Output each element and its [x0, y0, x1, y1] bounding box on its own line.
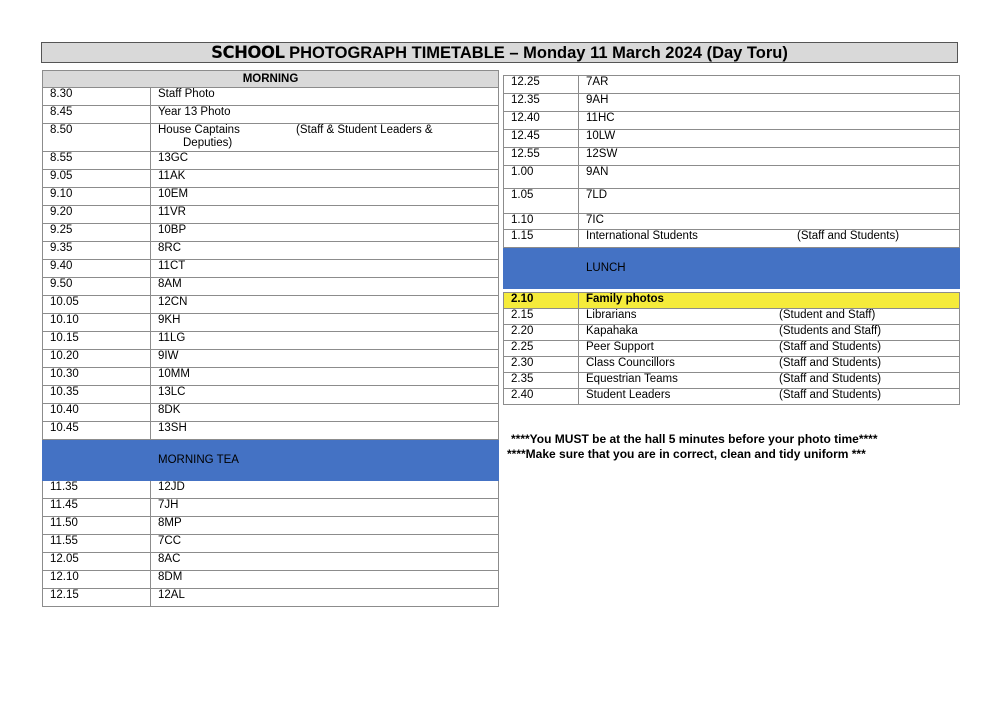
break-time-cell — [43, 440, 151, 481]
group-cell — [151, 152, 499, 170]
table-row — [43, 224, 499, 242]
lunch-label: LUNCH — [579, 248, 960, 289]
time-cell: 2.10 — [504, 293, 579, 309]
group-cell — [579, 357, 960, 373]
group-label: 13GC — [158, 152, 189, 164]
time-cell: 9.05 — [43, 170, 151, 188]
group-cell — [151, 386, 499, 404]
group-cell — [579, 341, 960, 357]
time-cell: 11.50 — [43, 517, 151, 535]
group-cell — [151, 571, 499, 589]
group-cell — [579, 130, 960, 148]
group-label: 8AC — [158, 553, 181, 565]
time-cell: 12.15 — [43, 589, 151, 607]
table-row — [504, 112, 960, 130]
group-cell — [579, 166, 960, 189]
note-arrival: ****You MUST be at the hall 5 minutes before your photo time**** — [511, 432, 878, 446]
group-label: Student Leaders — [586, 389, 671, 401]
group-label: 8RC — [158, 242, 182, 254]
group-label: 9IW — [158, 350, 179, 362]
time-cell: 2.15 — [504, 309, 579, 325]
time-cell: 1.15 — [504, 230, 579, 248]
table-row — [504, 76, 960, 94]
time-cell: 10.30 — [43, 368, 151, 386]
group-label: 7AR — [586, 76, 609, 88]
time-cell: 2.25 — [504, 341, 579, 357]
group-label: 11VR — [158, 206, 186, 218]
time-cell: 11.45 — [43, 499, 151, 517]
group-cell — [151, 404, 499, 422]
family-photos-row — [504, 293, 960, 309]
group-label: 11CT — [158, 260, 186, 272]
group-label: Staff Photo — [158, 88, 215, 100]
table-row — [43, 553, 499, 571]
table-row — [43, 206, 499, 224]
group-label: 10MM — [158, 368, 190, 380]
table-row — [43, 170, 499, 188]
time-cell: 12.25 — [504, 76, 579, 94]
table-row — [43, 499, 499, 517]
table-row — [43, 332, 499, 350]
group-note: (Staff and Students) — [779, 389, 882, 401]
group-label: 8DK — [158, 404, 181, 416]
group-cell — [579, 148, 960, 166]
group-cell — [151, 260, 499, 278]
group-cell — [151, 368, 499, 386]
table-row — [504, 94, 960, 112]
table-row — [504, 309, 960, 325]
group-cell — [579, 189, 960, 214]
group-note: (Staff and Students) — [779, 357, 882, 369]
group-cell — [151, 535, 499, 553]
group-cell — [151, 553, 499, 571]
table-row — [43, 278, 499, 296]
time-cell: 1.10 — [504, 214, 579, 230]
time-cell: 12.35 — [504, 94, 579, 112]
break-time-cell — [504, 248, 579, 289]
group-cell — [151, 422, 499, 440]
time-cell: 9.20 — [43, 206, 151, 224]
group-cell — [151, 124, 499, 152]
time-cell: 10.15 — [43, 332, 151, 350]
group-cell — [579, 76, 960, 94]
time-cell: 10.20 — [43, 350, 151, 368]
time-cell: 12.40 — [504, 112, 579, 130]
table-row — [43, 589, 499, 607]
title-rest: PHOTOGRAPH TIMETABLE – Monday 11 March 2024 (Day Toru) — [284, 44, 788, 62]
page-title — [41, 42, 958, 63]
group-note: (Staff and Students) — [779, 341, 882, 353]
table-row — [43, 368, 499, 386]
group-cell — [151, 106, 499, 124]
table-row — [43, 124, 499, 152]
group-label: Librarians — [586, 309, 637, 321]
group-cell — [151, 296, 499, 314]
time-cell: 8.30 — [43, 88, 151, 106]
table-row — [504, 325, 960, 341]
group-label: 8DM — [158, 571, 183, 583]
group-label: 11AK — [158, 170, 186, 182]
time-cell: 9.35 — [43, 242, 151, 260]
group-label: 8MP — [158, 517, 182, 529]
table-row — [43, 296, 499, 314]
table-row — [504, 189, 960, 214]
group-cell — [151, 517, 499, 535]
lunch-row — [504, 248, 960, 289]
group-cell — [579, 389, 960, 405]
group-note-cont: Deputies) — [183, 137, 233, 149]
group-cell — [151, 589, 499, 607]
table-row — [504, 230, 960, 248]
morning-header: MORNING — [43, 71, 499, 88]
table-row — [43, 404, 499, 422]
group-cell — [579, 214, 960, 230]
group-cell — [151, 278, 499, 296]
time-cell: 2.30 — [504, 357, 579, 373]
time-cell: 9.50 — [43, 278, 151, 296]
time-cell: 10.40 — [43, 404, 151, 422]
time-cell: 12.55 — [504, 148, 579, 166]
group-label: 8AM — [158, 278, 182, 290]
group-label: Family photos — [586, 293, 664, 305]
table-row — [43, 314, 499, 332]
group-cell — [151, 481, 499, 499]
time-cell: 2.40 — [504, 389, 579, 405]
table-row — [43, 106, 499, 124]
time-cell: 12.05 — [43, 553, 151, 571]
group-label: 10BP — [158, 224, 187, 236]
group-label: Class Councillors — [586, 357, 675, 369]
group-label: 9KH — [158, 314, 181, 326]
morning-tea-label: MORNING TEA — [151, 440, 499, 481]
group-cell — [151, 88, 499, 106]
group-cell — [151, 188, 499, 206]
time-cell: 9.25 — [43, 224, 151, 242]
group-label: 7CC — [158, 535, 182, 547]
time-cell: 10.10 — [43, 314, 151, 332]
time-cell: 8.50 — [43, 124, 151, 152]
table-row — [43, 386, 499, 404]
group-cell — [151, 332, 499, 350]
group-label: House Captains — [158, 124, 240, 136]
group-label: 12AL — [158, 589, 185, 601]
group-cell — [151, 242, 499, 260]
table-row — [43, 571, 499, 589]
group-cell — [151, 170, 499, 188]
time-cell: 8.45 — [43, 106, 151, 124]
group-note: (Staff and Students) — [779, 373, 882, 385]
morning-header-row — [43, 71, 499, 88]
table-row — [43, 188, 499, 206]
group-label: 13SH — [158, 422, 187, 434]
table-row — [504, 148, 960, 166]
table-row — [43, 481, 499, 499]
table-row — [504, 389, 960, 405]
group-label: 9AH — [586, 94, 609, 106]
group-label: 9AN — [586, 166, 609, 178]
table-row — [43, 242, 499, 260]
table-row — [43, 350, 499, 368]
group-label: 7JH — [158, 499, 179, 511]
group-label: 7LD — [586, 189, 608, 201]
group-label: 12CN — [158, 296, 188, 308]
table-row — [43, 517, 499, 535]
group-label: 11HC — [586, 112, 615, 124]
time-cell: 1.00 — [504, 166, 579, 189]
time-cell: 8.55 — [43, 152, 151, 170]
group-cell — [151, 314, 499, 332]
group-note: (Staff and Students) — [797, 230, 900, 242]
morning-tea-row — [43, 440, 499, 481]
group-label: International Students — [586, 230, 698, 242]
note-uniform: ****Make sure that you are in correct, clean and tidy uniform *** — [507, 447, 866, 461]
group-label: Peer Support — [586, 341, 654, 353]
time-cell: 9.40 — [43, 260, 151, 278]
time-cell: 12.45 — [504, 130, 579, 148]
time-cell: 1.05 — [504, 189, 579, 214]
table-row — [504, 214, 960, 230]
table-row — [43, 422, 499, 440]
time-cell: 9.10 — [43, 188, 151, 206]
group-cell — [579, 309, 960, 325]
group-label: Kapahaka — [586, 325, 638, 337]
group-label: Equestrian Teams — [586, 373, 678, 385]
table-row — [504, 130, 960, 148]
group-cell — [151, 206, 499, 224]
group-cell — [579, 94, 960, 112]
table-row — [504, 373, 960, 389]
group-cell — [151, 224, 499, 242]
table-row — [43, 88, 499, 106]
group-label: 10LW — [586, 130, 616, 142]
group-label: 7IC — [586, 214, 604, 226]
group-note: (Staff & Student Leaders & — [296, 124, 433, 136]
time-cell: 12.10 — [43, 571, 151, 589]
group-cell — [579, 112, 960, 130]
table-row — [504, 357, 960, 373]
table-row — [504, 166, 960, 189]
notes — [507, 432, 878, 462]
group-cell — [579, 373, 960, 389]
time-cell: 2.20 — [504, 325, 579, 341]
afternoon-timetable — [503, 75, 960, 405]
group-label: 11LG — [158, 332, 186, 344]
table-row — [43, 260, 499, 278]
title-school: SCHOOL — [211, 43, 285, 62]
group-cell — [579, 325, 960, 341]
group-cell — [151, 350, 499, 368]
group-cell — [579, 293, 960, 309]
group-note: (Student and Staff) — [779, 309, 876, 321]
table-row — [43, 152, 499, 170]
group-label: 10EM — [158, 188, 189, 200]
group-label: 12SW — [586, 148, 618, 160]
time-cell: 11.35 — [43, 481, 151, 499]
time-cell: 11.55 — [43, 535, 151, 553]
table-row — [504, 341, 960, 357]
morning-timetable — [42, 70, 499, 607]
group-label: Year 13 Photo — [158, 106, 231, 118]
group-cell — [151, 499, 499, 517]
time-cell: 10.45 — [43, 422, 151, 440]
time-cell: 10.05 — [43, 296, 151, 314]
time-cell: 10.35 — [43, 386, 151, 404]
table-row — [43, 535, 499, 553]
group-cell — [579, 230, 960, 248]
group-note: (Students and Staff) — [779, 325, 882, 337]
time-cell: 2.35 — [504, 373, 579, 389]
group-label: 12JD — [158, 481, 185, 493]
group-label: 13LC — [158, 386, 186, 398]
